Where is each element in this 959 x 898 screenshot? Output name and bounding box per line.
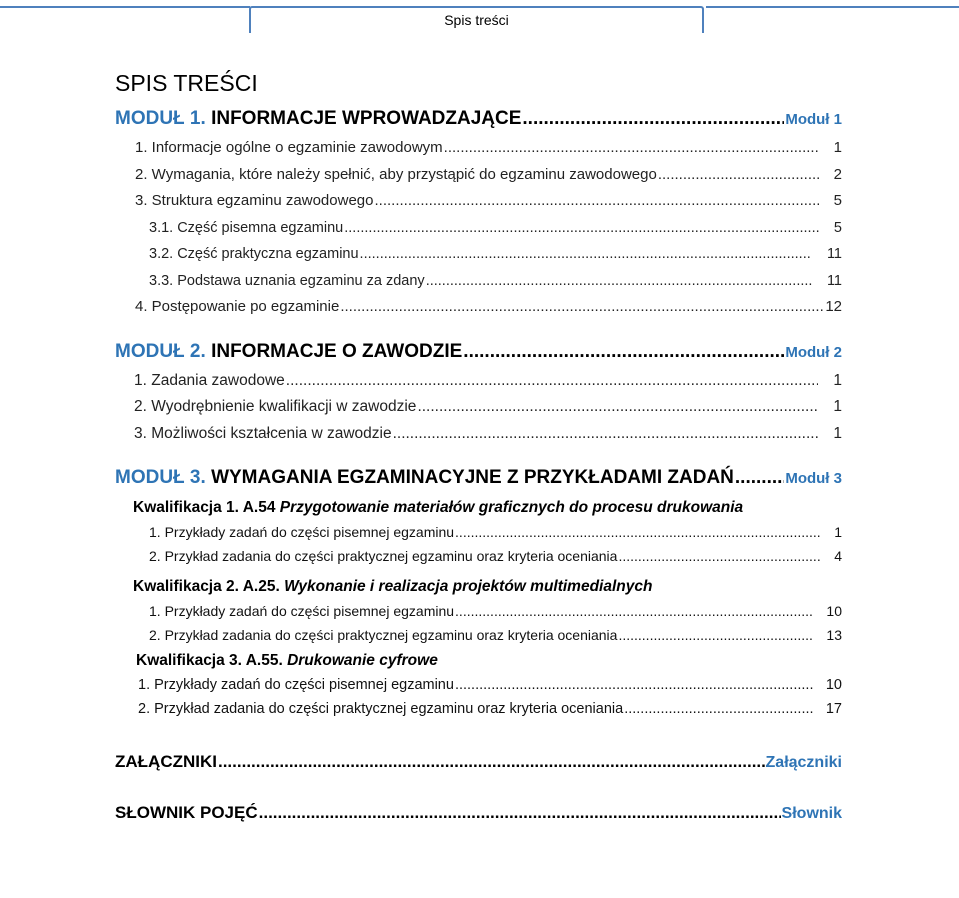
entry-page: 17 xyxy=(825,700,842,717)
qualification-code: Kwalifikacja 2. A.25. xyxy=(133,578,280,595)
toc-entry[interactable] xyxy=(115,241,842,268)
leader-dots xyxy=(374,188,818,215)
toc-entry[interactable] xyxy=(115,600,842,624)
entry-label: 1. Przykłady zadań do części pisemnej egzaminu xyxy=(149,524,455,540)
qualification-name: Wykonanie i realizacja projektów multimedialnych xyxy=(284,578,653,595)
entry-page: 1 xyxy=(833,424,842,442)
module-1-prefix: MODUŁ 1. xyxy=(115,108,206,129)
entry-page: 13 xyxy=(826,626,842,643)
page-header xyxy=(249,6,704,33)
entry-label: 1. Przykłady zadań do części pisemnej egzaminu xyxy=(138,677,454,693)
table-of-contents xyxy=(115,70,842,829)
appendix-label: ZAŁĄCZNIKI xyxy=(115,752,217,771)
toc-entry[interactable] xyxy=(115,394,842,421)
qualification-1-heading[interactable] xyxy=(115,494,842,521)
leader-dots xyxy=(286,368,819,395)
entry-label: 1. Przykłady zadań do części pisemnej egzaminu xyxy=(149,603,455,619)
entry-label: 1. Informacje ogólne o egzaminie zawodowym xyxy=(135,139,443,156)
leader-dots xyxy=(455,600,813,624)
leader-dots xyxy=(522,104,784,134)
module-3-prefix: MODUŁ 3. xyxy=(115,467,206,488)
glossary-label: SŁOWNIK POJĘĆ xyxy=(115,803,258,822)
toc-glossary[interactable] xyxy=(115,798,842,829)
entry-label: 3.2. Część praktyczna egzaminu xyxy=(149,246,359,262)
leader-dots xyxy=(618,624,813,648)
toc-title: SPIS TREŚCI xyxy=(115,70,258,96)
header-title: Spis treści xyxy=(444,12,509,28)
toc-entry[interactable] xyxy=(115,294,842,321)
header-rule-left xyxy=(0,6,250,8)
leader-dots xyxy=(259,798,781,828)
module-2-page: Moduł 2 xyxy=(785,343,842,361)
leader-dots xyxy=(344,215,819,242)
entry-page: 11 xyxy=(826,246,842,262)
leader-dots xyxy=(444,135,819,162)
module-3-title: WYMAGANIA EGZAMINACYJNE Z PRZYKŁADAMI ZADAŃ xyxy=(211,467,734,488)
toc-entry[interactable] xyxy=(115,421,842,448)
leader-dots xyxy=(360,241,812,268)
toc-entry[interactable] xyxy=(115,521,842,545)
toc-entry[interactable] xyxy=(115,545,842,569)
toc-entry[interactable] xyxy=(115,698,842,722)
toc-module-2[interactable] xyxy=(115,337,842,368)
entry-page: 1 xyxy=(834,524,842,540)
toc-entry[interactable] xyxy=(115,162,842,189)
entry-page: 4 xyxy=(834,547,842,564)
qualification-3-heading[interactable] xyxy=(115,647,842,674)
module-1-page: Moduł 1 xyxy=(785,111,842,128)
toc-entry[interactable] xyxy=(115,215,842,242)
entry-label: 3.1. Część pisemna egzaminu xyxy=(149,219,344,236)
toc-appendix[interactable] xyxy=(115,747,842,778)
header-rule-right xyxy=(706,6,959,8)
qualification-name: Przygotowanie materiałów graficznych do procesu drukowania xyxy=(279,499,744,516)
module-1-title: INFORMACJE WPROWADZAJĄCE xyxy=(211,108,522,129)
entry-label: 3. Możliwości kształcenia w zawodzie xyxy=(134,424,392,442)
module-2-prefix: MODUŁ 2. xyxy=(115,340,206,362)
entry-label: 2. Wyodrębnienie kwalifikacji w zawodzie xyxy=(134,398,417,415)
entry-label: 1. Zadania zawodowe xyxy=(134,371,285,389)
appendix-page: Załączniki xyxy=(765,754,842,771)
module-3-page: Moduł 3 xyxy=(785,470,842,487)
toc-entry[interactable] xyxy=(115,135,842,162)
entry-label: 4. Postępowanie po egzaminie xyxy=(135,298,340,315)
leader-dots xyxy=(218,747,765,777)
entry-label: 3.3. Podstawa uznania egzaminu za zdany xyxy=(149,272,425,289)
qualification-code: Kwalifikacja 3. A.55. xyxy=(136,652,283,669)
leader-dots xyxy=(393,421,819,448)
entry-label: 2. Przykład zadania do części praktycznej egzaminu oraz kryteria oceniania xyxy=(138,700,624,717)
entry-page: 12 xyxy=(825,298,842,315)
toc-entry[interactable] xyxy=(115,368,842,395)
toc-module-3[interactable] xyxy=(115,463,842,494)
entry-page: 1 xyxy=(833,139,842,156)
entry-label: 2. Wymagania, które należy spełnić, aby przystąpić do egzaminu zawodowego xyxy=(135,165,657,183)
entry-page: 10 xyxy=(825,677,842,693)
entry-label: 3. Struktura egzaminu zawodowego xyxy=(135,192,374,209)
leader-dots xyxy=(463,337,784,367)
leader-dots xyxy=(417,394,818,421)
qualification-2-heading[interactable] xyxy=(115,573,842,600)
entry-page: 1 xyxy=(833,398,842,415)
module-2-title: INFORMACJE O ZAWODZIE xyxy=(211,340,463,362)
entry-label: 2. Przykład zadania do części praktycznej egzaminu oraz kryteria oceniania xyxy=(149,626,618,643)
leader-dots xyxy=(618,545,821,569)
toc-entry[interactable] xyxy=(115,624,842,648)
entry-page: 11 xyxy=(826,272,842,289)
leader-dots xyxy=(340,294,824,321)
glossary-page: Słownik xyxy=(781,805,842,822)
entry-page: 10 xyxy=(826,603,842,619)
qualification-code: Kwalifikacja 1. A.54 xyxy=(133,499,276,516)
toc-entry[interactable] xyxy=(115,674,842,698)
qualification-name: Drukowanie cyfrowe xyxy=(287,652,438,669)
leader-dots xyxy=(426,268,812,295)
entry-page: 1 xyxy=(833,371,842,389)
leader-dots xyxy=(624,698,813,722)
leader-dots xyxy=(455,674,813,698)
leader-dots xyxy=(455,521,821,545)
toc-entry[interactable] xyxy=(115,268,842,295)
entry-label: 2. Przykład zadania do części praktycznej egzaminu oraz kryteria oceniania xyxy=(149,547,618,564)
leader-dots xyxy=(735,463,784,493)
entry-page: 5 xyxy=(833,219,842,236)
entry-page: 5 xyxy=(833,192,842,209)
leader-dots xyxy=(658,162,819,189)
toc-entry[interactable] xyxy=(115,188,842,215)
toc-module-1[interactable] xyxy=(115,104,842,135)
entry-page: 2 xyxy=(833,165,842,183)
